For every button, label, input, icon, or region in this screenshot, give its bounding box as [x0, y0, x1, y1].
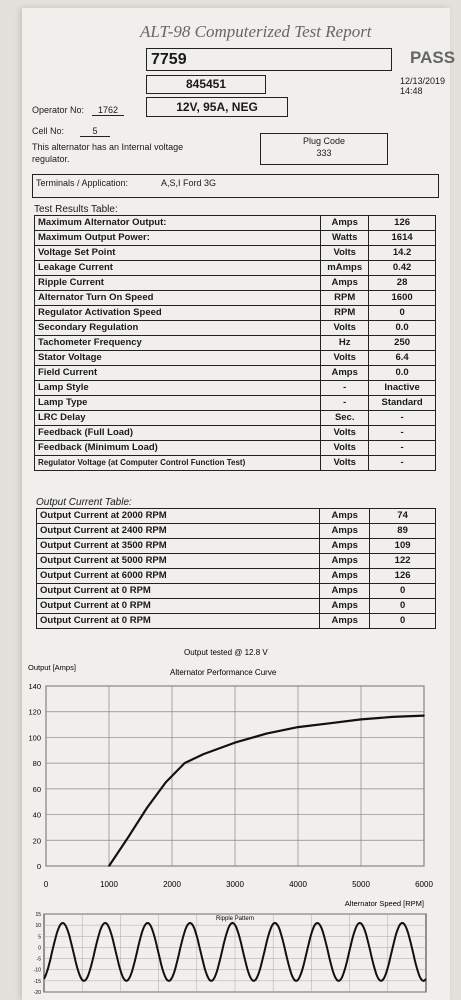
row-name: Field Current [35, 366, 321, 381]
ripple-tick-label: 0 [38, 945, 41, 952]
table-row [37, 524, 436, 539]
row-value: - [369, 411, 436, 426]
part-number: 845451 [146, 75, 266, 94]
row-value: 126 [370, 569, 436, 584]
y-tick-label: 20 [32, 836, 41, 846]
row-value: 89 [370, 524, 436, 539]
row-value: - [369, 441, 436, 456]
table-row [35, 306, 436, 321]
ripple-tick-label: 15 [35, 912, 41, 918]
y-tick-label: 120 [28, 707, 41, 717]
ripple-tick-label: -20 [33, 990, 41, 996]
row-value: 14.2 [369, 246, 436, 261]
table-row [35, 276, 436, 291]
ripple-chart [22, 908, 450, 1000]
table-row [35, 426, 436, 441]
x-tick-label: 3000 [226, 880, 244, 889]
row-unit: Amps [320, 584, 370, 599]
row-name: Output Current at 3500 RPM [37, 539, 320, 554]
row-value: Standard [369, 396, 436, 411]
table-row [37, 539, 436, 554]
cell-label: Cell No: [32, 126, 65, 136]
row-name: Output Current at 2400 RPM [37, 524, 320, 539]
x-tick-label: 5000 [352, 880, 370, 889]
row-value: 250 [369, 336, 436, 351]
chart-title: Alternator Performance Curve [170, 668, 277, 677]
table-row [35, 381, 436, 396]
y-tick-label: 40 [32, 810, 41, 820]
table-row [35, 246, 436, 261]
output-curve-point [423, 715, 425, 717]
row-unit: RPM [321, 306, 369, 321]
row-name: Tachometer Frequency [35, 336, 321, 351]
row-unit: Volts [321, 321, 369, 336]
ripple-title: Ripple Pattern [215, 916, 255, 922]
plug-code-box [260, 133, 388, 165]
row-name: Output Current at 6000 RPM [37, 569, 320, 584]
output-curve-point [266, 733, 268, 735]
row-unit: Amps [320, 539, 370, 554]
row-name: Stator Voltage [35, 351, 321, 366]
y-tick-label: 140 [28, 682, 41, 691]
row-value: 0.0 [369, 366, 436, 381]
row-name: Feedback (Full Load) [35, 426, 321, 441]
table-row [37, 554, 436, 569]
row-name: Output Current at 0 RPM [37, 584, 320, 599]
row-value: 126 [369, 216, 436, 231]
x-tick-label: 2000 [163, 880, 181, 889]
row-value: - [369, 456, 436, 471]
output-curve-point [297, 726, 299, 728]
row-value: 6.4 [369, 351, 436, 366]
terminals-value: A,S,I Ford 3G [161, 178, 217, 188]
row-unit: mAmps [321, 261, 369, 276]
row-value: Inactive [369, 381, 436, 396]
ripple-tick-label: 10 [35, 923, 41, 930]
table-row [35, 396, 436, 411]
regulator-note-line1: This alternator has an Internal voltage [32, 142, 184, 152]
serial-number: 7759 [146, 48, 392, 71]
row-name: Output Current at 5000 RPM [37, 554, 320, 569]
row-name: Leakage Current [35, 261, 321, 276]
chart-subtitle: Output tested @ 12.8 V [184, 648, 268, 657]
table-row [35, 411, 436, 426]
regulator-note-line2: regulator. [32, 154, 70, 164]
row-unit: Amps [320, 554, 370, 569]
y-tick-label: 80 [32, 759, 41, 769]
row-name: Output Current at 2000 RPM [37, 509, 320, 524]
cell-number: 5 [80, 126, 110, 137]
output-curve-point [360, 719, 362, 721]
row-name: Secondary Regulation [35, 321, 321, 336]
output-curve-point [165, 782, 167, 784]
row-name: Alternator Turn On Speed [35, 291, 321, 306]
row-name: Feedback (Minimum Load) [35, 441, 321, 456]
row-value: 0 [370, 599, 436, 614]
x-tick-label: 0 [43, 880, 49, 889]
plug-code-label: Plug Code [302, 136, 346, 146]
report-title: ALT-98 Computerized Test Report [140, 22, 372, 41]
row-unit: Amps [321, 276, 369, 291]
row-unit: Amps [320, 509, 370, 524]
row-name: Output Current at 0 RPM [37, 599, 320, 614]
x-tick-label: 4000 [289, 880, 307, 889]
row-unit: Volts [321, 426, 369, 441]
table-row [35, 336, 436, 351]
row-unit: Volts [321, 246, 369, 261]
row-unit: Amps [320, 614, 370, 629]
row-name: Regulator Activation Speed [35, 306, 321, 321]
x-tick-label: 1000 [100, 880, 118, 889]
row-unit: Amps [320, 599, 370, 614]
row-value: 122 [370, 554, 436, 569]
output-curve-point [127, 837, 129, 839]
row-unit: Volts [321, 441, 369, 456]
y-tick-label: 100 [28, 733, 41, 743]
row-unit: Amps [320, 569, 370, 584]
row-name: Regulator Voltage (at Computer Control Function Test) [35, 456, 321, 471]
output-curve-point [234, 742, 236, 744]
x-axis-label: Alternator Speed [RPM] [344, 899, 424, 908]
row-unit: Watts [321, 231, 369, 246]
row-value: 0.0 [369, 321, 436, 336]
row-value: 1614 [369, 231, 436, 246]
performance-chart [22, 642, 450, 912]
row-value: 0.42 [369, 261, 436, 276]
table-row [35, 366, 436, 381]
row-value: 0 [369, 306, 436, 321]
output-curve-line [109, 716, 424, 866]
report-datetime: 12/13/2019 14:48 [400, 76, 446, 96]
row-name: Ripple Current [35, 276, 321, 291]
output-curve-point [146, 807, 148, 809]
x-tick-label: 6000 [415, 880, 433, 889]
y-tick-label: 60 [32, 784, 41, 794]
row-unit: - [321, 396, 369, 411]
row-value: 74 [370, 509, 436, 524]
output-current-table [36, 508, 436, 629]
alternator-spec: 12V, 95A, NEG [146, 97, 288, 117]
row-name: Lamp Type [35, 396, 321, 411]
table-row [37, 584, 436, 599]
output-curve-point [184, 762, 186, 764]
table-row [37, 509, 436, 524]
row-unit: Volts [321, 351, 369, 366]
table-row [35, 441, 436, 456]
row-unit: Amps [321, 216, 369, 231]
table-row [35, 261, 436, 276]
results-table-title: Test Results Table: [34, 204, 118, 215]
table-row [37, 599, 436, 614]
row-name: Voltage Set Point [35, 246, 321, 261]
row-unit: Amps [321, 366, 369, 381]
row-value: 0 [370, 584, 436, 599]
table-row [35, 351, 436, 366]
row-value: 109 [370, 539, 436, 554]
output-curve-point [108, 865, 110, 867]
row-unit: - [321, 381, 369, 396]
table-row [35, 321, 436, 336]
plug-code-value: 333 [316, 148, 332, 158]
row-value: 1600 [369, 291, 436, 306]
results-table [34, 215, 436, 471]
operator-label: Operator No: [32, 105, 85, 115]
result-badge: PASS [410, 48, 456, 67]
row-name: Maximum Alternator Output: [35, 216, 321, 231]
row-name: Maximum Output Power: [35, 231, 321, 246]
table-row [37, 569, 436, 584]
terminals-label: Terminals / Application: [36, 178, 129, 188]
output-curve-point [203, 753, 205, 755]
ripple-tick-label: -15 [33, 978, 41, 985]
row-unit: RPM [321, 291, 369, 306]
output-table-title: Output Current Table: [36, 497, 132, 508]
output-curve-point [329, 722, 331, 724]
output-curve-point [392, 716, 394, 718]
table-row [35, 231, 436, 246]
ripple-tick-label: 5 [38, 934, 41, 941]
table-row [35, 291, 436, 306]
row-name: LRC Delay [35, 411, 321, 426]
table-row [37, 614, 436, 629]
row-name: Lamp Style [35, 381, 321, 396]
y-axis-label: Output [Amps] [28, 663, 76, 672]
table-row [35, 216, 436, 231]
row-unit: Amps [320, 524, 370, 539]
table-row [35, 456, 436, 471]
operator-number: 1762 [92, 105, 124, 116]
terminals-box [32, 174, 439, 198]
row-value: 28 [369, 276, 436, 291]
row-value: 0 [370, 614, 436, 629]
row-unit: Volts [321, 456, 369, 471]
row-unit: Hz [321, 336, 369, 351]
ripple-tick-label: -10 [33, 967, 41, 974]
row-value: - [369, 426, 436, 441]
report-sheet [22, 8, 456, 1000]
row-name: Output Current at 0 RPM [37, 614, 320, 629]
y-tick-label: 0 [36, 862, 41, 871]
row-unit: Sec. [321, 411, 369, 426]
ripple-tick-label: -5 [36, 956, 41, 963]
